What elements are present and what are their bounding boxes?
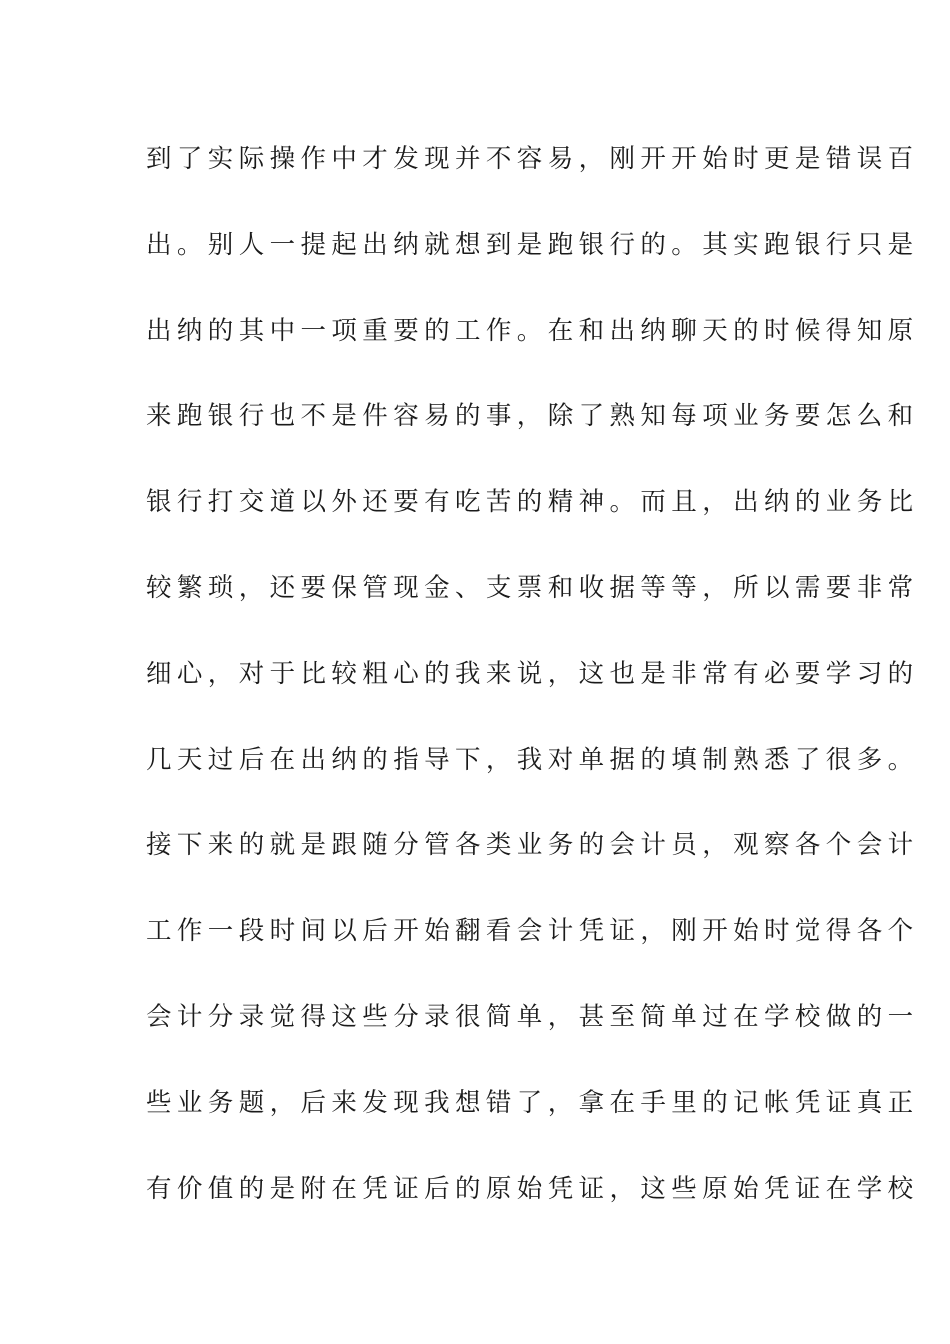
text-line: 来跑银行也不是件容易的事，除了熟知每项业务要怎么和: [146, 401, 919, 432]
text-line: 出。别人一提起出纳就想到是跑银行的。其实跑银行只是: [146, 229, 919, 260]
text-line: 银行打交道以外还要有吃苦的精神。而且，出纳的业务比: [146, 487, 919, 518]
body-text: [146, 139, 919, 1254]
text-line: 细心，对于比较粗心的我来说，这也是非常有必要学习的: [146, 658, 919, 689]
text-line: 较繁琐，还要保管现金、支票和收据等等，所以需要非常: [146, 572, 919, 603]
text-line: 些业务题，后来发现我想错了，拿在手里的记帐凭证真正: [146, 1087, 919, 1118]
text-line: 几天过后在出纳的指导下，我对单据的填制熟悉了很多。: [146, 744, 919, 775]
text-line: 出纳的其中一项重要的工作。在和出纳聊天的时候得知原: [146, 315, 919, 346]
text-line: 到了实际操作中才发现并不容易，刚开开始时更是错误百: [146, 144, 919, 174]
text-line: 工作一段时间以后开始翻看会计凭证，刚开始时觉得各个: [146, 916, 919, 947]
text-line: 接下来的就是跟随分管各类业务的会计员，观察各个会计: [146, 830, 919, 861]
text-line: 有价值的是附在凭证后的原始凭证，这些原始凭证在学校: [146, 1173, 919, 1204]
text-line: 会计分录觉得这些分录很简单，甚至简单过在学校做的一: [146, 1001, 919, 1032]
